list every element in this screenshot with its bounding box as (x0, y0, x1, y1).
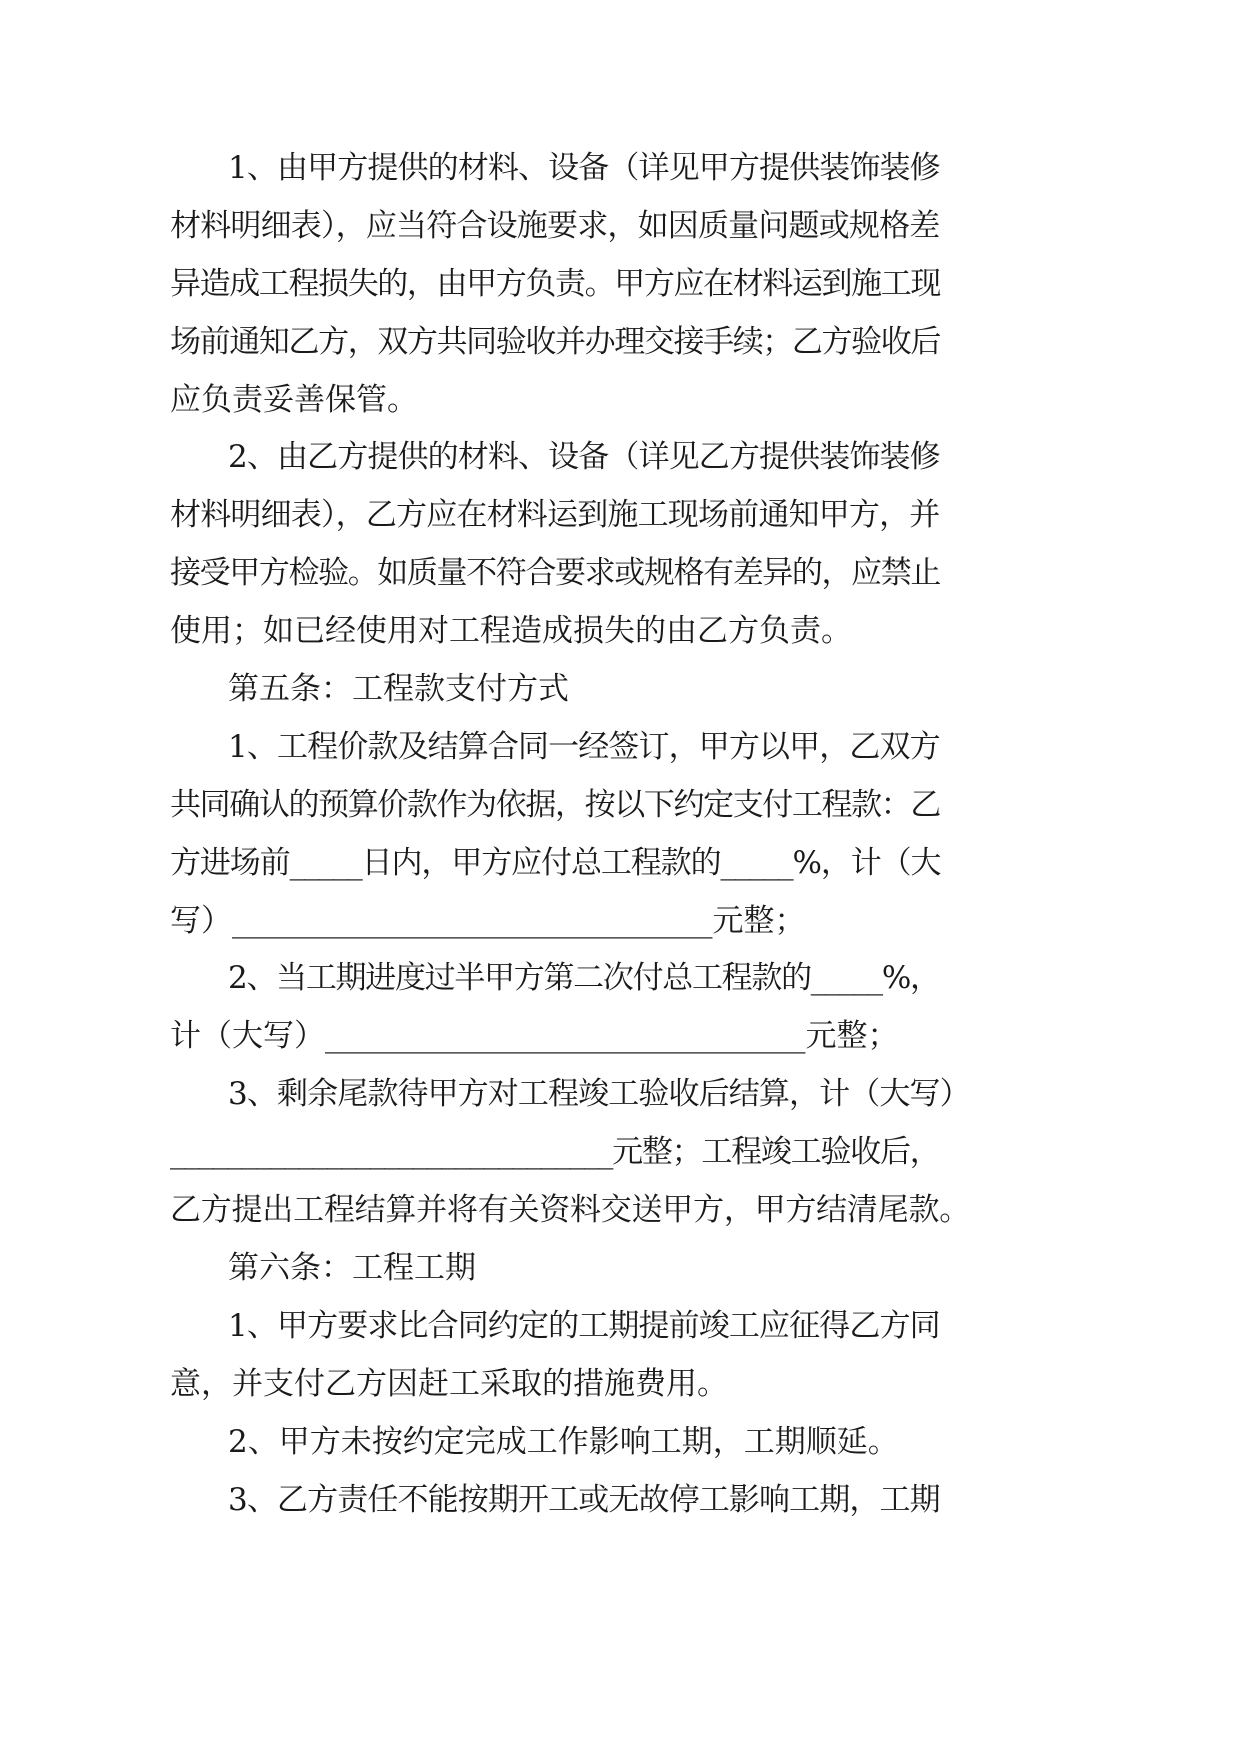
text-line-21: 1、甲方要求比合同约定的工期提前竣工应征得乙方同 (228, 1308, 940, 1344)
text-line-7: 材料明细表），乙方应在材料运到施工现场前通知甲方，并 (170, 497, 940, 533)
text-line-8: 接受甲方检验。如质量不符合要求或规格有差异的，应禁止 (170, 555, 940, 591)
text-line-12: 共同确认的预算价款作为依据，按以下约定支付工程款：乙 (170, 787, 940, 823)
text-line-1: 1、由甲方提供的材料、设备（详见甲方提供装饰装修 (228, 150, 940, 186)
text-line-14: 写）_______________________________元整； (170, 903, 806, 939)
text-line-15: 2、当工期进度过半甲方第二次付总工程款的_____%， (228, 960, 940, 996)
section-heading-article-6: 第六条：工程工期 (228, 1250, 476, 1286)
text-line-2: 材料明细表），应当符合设施要求，如因质量问题或规格差 (170, 208, 940, 244)
text-line-13: 方进场前_____日内，甲方应付总工程款的_____%，计（大 (170, 845, 941, 881)
text-line-23: 2、甲方未按约定完成工作影响工期，工期顺延。 (228, 1424, 899, 1460)
text-line-17: 3、剩余尾款待甲方对工程竣工验收后结算，计（大写） (228, 1076, 970, 1112)
text-line-18: _______________________________元整；工程竣工验收后， (170, 1134, 940, 1170)
text-line-4: 场前通知乙方，双方共同验收并办理交接手续；乙方验收后 (170, 324, 940, 360)
text-line-3: 异造成工程损失的，由甲方负责。甲方应在材料运到施工现 (170, 266, 940, 302)
text-line-22: 意，并支付乙方因赶工采取的措施费用。 (170, 1366, 728, 1402)
text-line-24: 3、乙方责任不能按期开工或无故停工影响工期，工期 (228, 1482, 940, 1518)
text-line-19: 乙方提出工程结算并将有关资料交送甲方，甲方结清尾款。 (170, 1192, 970, 1228)
text-line-6: 2、由乙方提供的材料、设备（详见乙方提供装饰装修 (228, 439, 940, 475)
text-line-11: 1、工程价款及结算合同一经签订，甲方以甲，乙双方 (228, 729, 940, 765)
text-line-5: 应负责妥善保管。 (170, 382, 418, 418)
text-line-16: 计（大写）_______________________________元整； (170, 1018, 899, 1054)
section-heading-article-5: 第五条：工程款支付方式 (228, 671, 569, 707)
text-line-9: 使用；如已经使用对工程造成损失的由乙方负责。 (170, 613, 852, 649)
